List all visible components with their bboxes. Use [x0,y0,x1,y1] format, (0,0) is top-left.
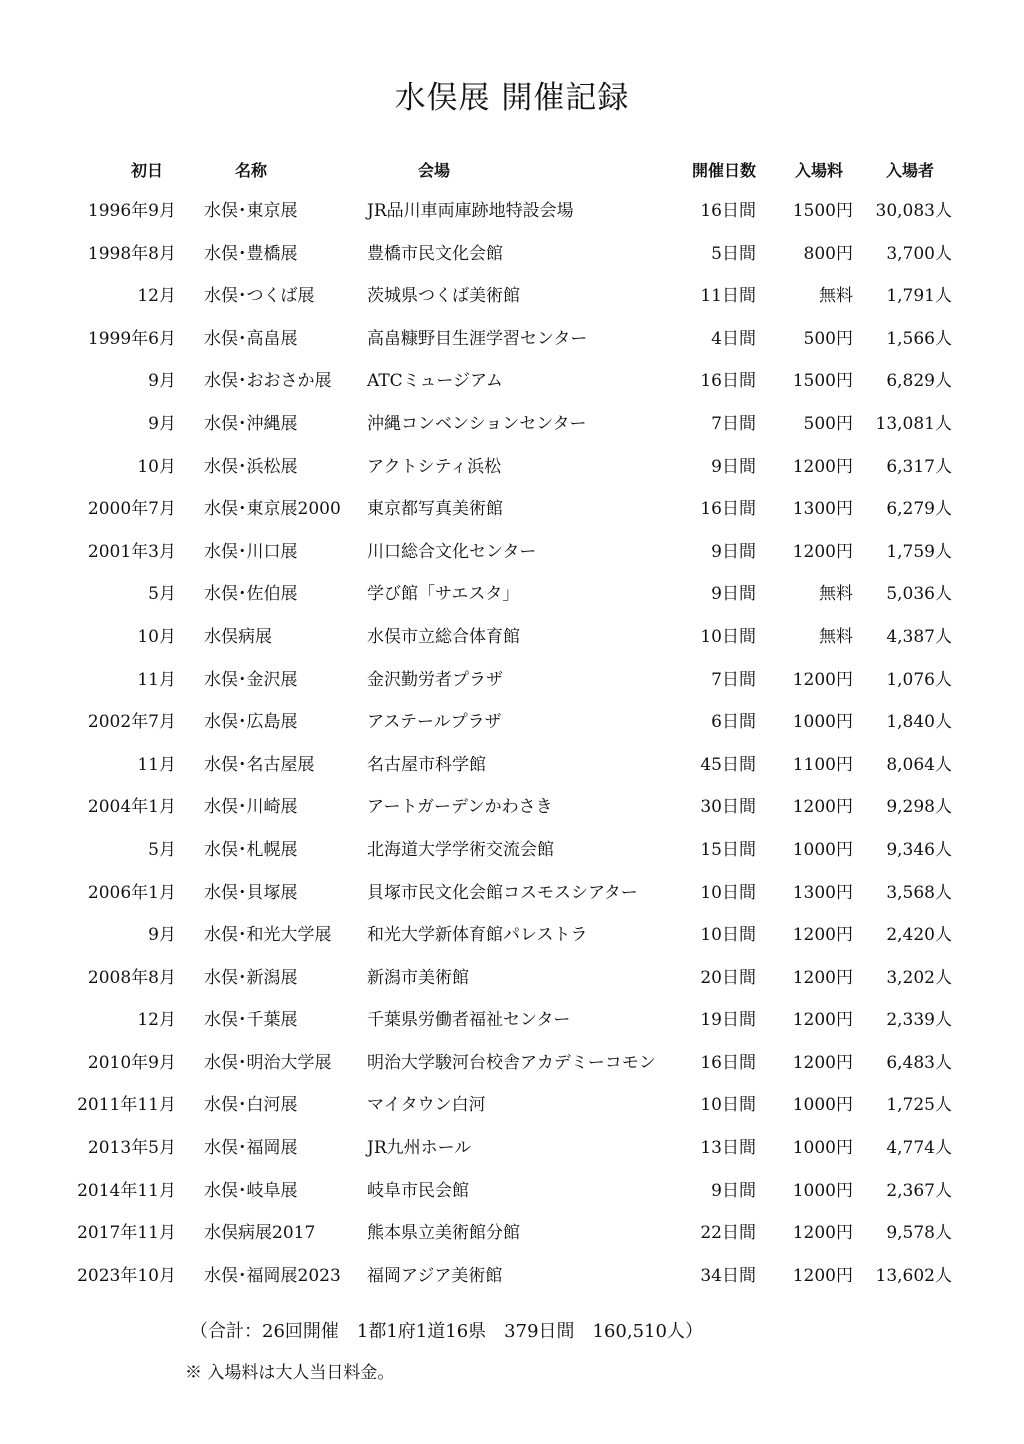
header-fee: 入場料 [795,161,844,180]
cell-start: 5月 [148,839,176,860]
cell-days: 5日間 [711,243,756,264]
cell-start: 10月 [137,456,176,477]
table-row [0,1219,1024,1262]
cell-attendance: 3,700人 [886,243,952,264]
cell-fee: 800円 [803,243,853,264]
cell-start: 1998年8月 [87,243,176,264]
cell-start: 9月 [148,371,176,392]
cell-start: 11月 [137,669,176,690]
cell-attendance: 6,483人 [886,1052,952,1073]
cell-venue: 東京都写真美術館 [367,499,503,520]
cell-days: 9日間 [711,541,756,562]
cell-attendance: 6,279人 [886,499,952,520]
cell-attendance: 6,317人 [886,456,952,477]
table-row [0,325,1024,368]
cell-fee: 1200円 [792,541,853,562]
cell-name: 水俣･明治大学展 [204,1052,332,1073]
table-row [0,751,1024,794]
cell-start: 5月 [148,584,176,605]
cell-fee: 1200円 [792,1052,853,1073]
cell-days: 16日間 [700,201,756,221]
cell-fee: 1000円 [792,1180,853,1201]
cell-days: 30日間 [700,797,756,818]
table-row [0,282,1024,325]
table-row [0,1134,1024,1177]
cell-name: 水俣･浜松展 [204,456,298,477]
cell-fee: 無料 [819,584,853,605]
cell-name: 水俣･沖縄展 [204,413,298,434]
cell-days: 16日間 [700,371,756,392]
fee-note: ※ 入場料は大人当日料金。 [185,1363,395,1383]
cell-attendance: 2,420人 [886,925,952,946]
cell-days: 7日間 [711,669,756,690]
cell-venue: 金沢勤労者プラザ [367,669,503,690]
cell-name: 水俣･金沢展 [204,669,298,690]
table-row [0,1049,1024,1092]
cell-start: 2014年11月 [77,1180,176,1201]
cell-name: 水俣･高畠展 [204,328,298,349]
cell-attendance: 13,081人 [875,413,952,434]
cell-venue: アクトシティ浜松 [367,456,502,477]
cell-days: 16日間 [700,1052,756,1073]
cell-attendance: 30,083人 [875,201,952,221]
cell-name: 水俣･広島展 [204,712,298,733]
cell-fee: 1200円 [792,1223,853,1244]
cell-start: 2017年11月 [77,1223,176,1244]
cell-start: 11月 [137,754,176,775]
table-row [0,666,1024,709]
cell-start: 2008年8月 [87,967,176,988]
cell-venue: ATCミュージアム [367,371,503,392]
cell-venue: 名古屋市科学館 [367,754,486,775]
table-row [0,495,1024,538]
cell-days: 11日間 [700,286,756,307]
table-row [0,453,1024,496]
cell-attendance: 1,566人 [886,328,952,349]
cell-attendance: 1,840人 [886,712,952,733]
cell-attendance: 1,791人 [886,286,952,307]
table-row [0,197,1024,240]
cell-fee: 1500円 [792,201,853,221]
cell-start: 2001年3月 [87,541,176,562]
cell-fee: 500円 [803,328,853,349]
cell-venue: マイタウン白河 [367,1095,486,1116]
cell-name: 水俣･名古屋展 [204,754,315,775]
header-days: 開催日数 [692,161,757,180]
cell-attendance: 9,578人 [886,1223,952,1244]
cell-start: 2010年9月 [87,1052,176,1073]
cell-attendance: 4,387人 [886,626,952,647]
cell-attendance: 9,298人 [886,797,952,818]
cell-days: 19日間 [700,1010,756,1031]
cell-attendance: 6,829人 [886,371,952,392]
cell-venue: JR品川車両庫跡地特設会場 [367,201,574,221]
cell-name: 水俣･白河展 [204,1095,298,1116]
cell-days: 10日間 [700,626,756,647]
cell-name: 水俣病展 [204,626,272,647]
page-title: 水俣展 開催記録 [394,80,630,116]
table-row [0,836,1024,879]
cell-days: 22日間 [700,1223,756,1244]
cell-name: 水俣病展2017 [204,1223,316,1244]
table-row [0,538,1024,581]
cell-fee: 1000円 [792,1095,853,1116]
cell-start: 2004年1月 [87,797,176,818]
cell-venue: 高畠糠野目生涯学習センター [367,328,588,349]
cell-name: 水俣･札幌展 [204,839,298,860]
table-row [0,367,1024,410]
cell-start: 2006年1月 [87,882,176,903]
cell-venue: 北海道大学学術交流会館 [367,839,554,860]
cell-fee: 1000円 [792,712,853,733]
cell-attendance: 3,202人 [886,967,952,988]
cell-fee: 500円 [803,413,853,434]
total-summary: （合計：26回開催 1都1府1道16県 379日間 160,510人） [190,1321,703,1342]
cell-venue: 福岡アジア美術館 [367,1265,503,1286]
cell-fee: 1100円 [792,754,853,775]
cell-attendance: 2,367人 [886,1180,952,1201]
cell-fee: 1200円 [792,797,853,818]
cell-name: 水俣･新潟展 [204,967,298,988]
table-row [0,793,1024,836]
cell-venue: 沖縄コンベンションセンター [367,413,587,434]
table-row [0,623,1024,666]
cell-attendance: 13,602人 [875,1265,952,1286]
cell-name: 水俣･川崎展 [204,797,298,818]
cell-venue: 貝塚市民文化会館コスモスシアター [367,882,638,903]
cell-days: 9日間 [711,456,756,477]
cell-days: 4日間 [711,328,756,349]
cell-days: 13日間 [700,1138,756,1159]
cell-venue: 茨城県つくば美術館 [367,286,520,307]
cell-name: 水俣･千葉展 [204,1010,298,1031]
cell-fee: 無料 [819,626,853,647]
cell-fee: 1200円 [792,456,853,477]
table-row [0,410,1024,453]
cell-fee: 1000円 [792,839,853,860]
cell-days: 9日間 [711,584,756,605]
cell-days: 20日間 [700,967,756,988]
cell-start: 1999年6月 [87,328,176,349]
table-header [0,158,1024,184]
table-row [0,879,1024,922]
cell-start: 10月 [137,626,176,647]
cell-name: 水俣･川口展 [204,541,298,562]
cell-name: 水俣･和光大学展 [204,925,332,946]
table-row [0,964,1024,1007]
cell-venue: アステールプラザ [367,712,502,733]
cell-name: 水俣･おおさか展 [204,371,332,392]
table-row [0,921,1024,964]
header-name: 名称 [235,161,268,180]
cell-start: 2000年7月 [87,499,176,520]
cell-start: 2002年7月 [87,712,176,733]
cell-attendance: 4,774人 [886,1138,952,1159]
cell-attendance: 9,346人 [886,839,952,860]
cell-venue: 学び館「サエスタ」 [367,584,520,605]
cell-days: 34日間 [700,1265,756,1286]
cell-days: 10日間 [700,1095,756,1116]
cell-fee: 1200円 [792,669,853,690]
cell-name: 水俣･福岡展2023 [204,1265,341,1286]
header-attendance: 入場者 [886,161,935,180]
exhibition-table [0,197,1024,1304]
cell-venue: アートガーデンかわさき [367,797,553,818]
cell-venue: 新潟市美術館 [367,967,469,988]
cell-days: 9日間 [711,1180,756,1201]
cell-days: 15日間 [700,839,756,860]
cell-start: 2011年11月 [77,1095,176,1116]
table-row [0,708,1024,751]
cell-start: 1996年9月 [87,201,176,221]
cell-fee: 1200円 [792,1010,853,1031]
header-start: 初日 [131,161,164,180]
cell-fee: 1300円 [792,499,853,520]
table-row [0,580,1024,623]
cell-venue: 和光大学新体育館パレストラ [367,925,588,946]
cell-start: 2013年5月 [87,1138,176,1159]
cell-attendance: 5,036人 [886,584,952,605]
cell-days: 16日間 [700,499,756,520]
cell-name: 水俣･岐阜展 [204,1180,298,1201]
header-venue: 会場 [418,161,451,180]
cell-fee: 1000円 [792,1138,853,1159]
cell-days: 6日間 [711,712,756,733]
cell-venue: 水俣市立総合体育館 [367,626,520,647]
cell-attendance: 1,759人 [886,541,952,562]
cell-days: 10日間 [700,882,756,903]
cell-venue: 明治大学駿河台校舎アカデミーコモン [367,1052,656,1073]
cell-attendance: 1,725人 [886,1095,952,1116]
cell-name: 水俣･東京展 [204,201,298,221]
cell-start: 12月 [137,1010,176,1031]
cell-venue: 熊本県立美術館分館 [367,1223,520,1244]
cell-fee: 1300円 [792,882,853,903]
table-row [0,1091,1024,1134]
cell-venue: 岐阜市民会館 [367,1180,469,1201]
cell-start: 12月 [137,286,176,307]
cell-name: 水俣･つくば展 [204,286,315,307]
table-row [0,1006,1024,1049]
cell-fee: 1200円 [792,1265,853,1286]
cell-days: 45日間 [700,754,756,775]
cell-name: 水俣･貝塚展 [204,882,298,903]
cell-start: 9月 [148,413,176,434]
cell-start: 9月 [148,925,176,946]
cell-attendance: 2,339人 [886,1010,952,1031]
table-row [0,1177,1024,1220]
cell-venue: 千葉県労働者福祉センター [367,1010,571,1031]
cell-attendance: 3,568人 [886,882,952,903]
cell-venue: 豊橋市民文化会館 [367,243,503,264]
table-row [0,1262,1024,1305]
cell-name: 水俣･佐伯展 [204,584,298,605]
cell-venue: 川口総合文化センター [367,541,537,562]
cell-fee: 1500円 [792,371,853,392]
cell-fee: 無料 [819,286,853,307]
cell-venue: JR九州ホール [367,1138,472,1159]
cell-fee: 1200円 [792,967,853,988]
cell-name: 水俣･福岡展 [204,1138,298,1159]
cell-attendance: 8,064人 [886,754,952,775]
cell-start: 2023年10月 [77,1265,176,1286]
cell-fee: 1200円 [792,925,853,946]
cell-name: 水俣･豊橋展 [204,243,298,264]
cell-days: 7日間 [711,413,756,434]
cell-days: 10日間 [700,925,756,946]
cell-name: 水俣･東京展2000 [204,499,341,520]
table-row [0,240,1024,283]
cell-attendance: 1,076人 [886,669,952,690]
